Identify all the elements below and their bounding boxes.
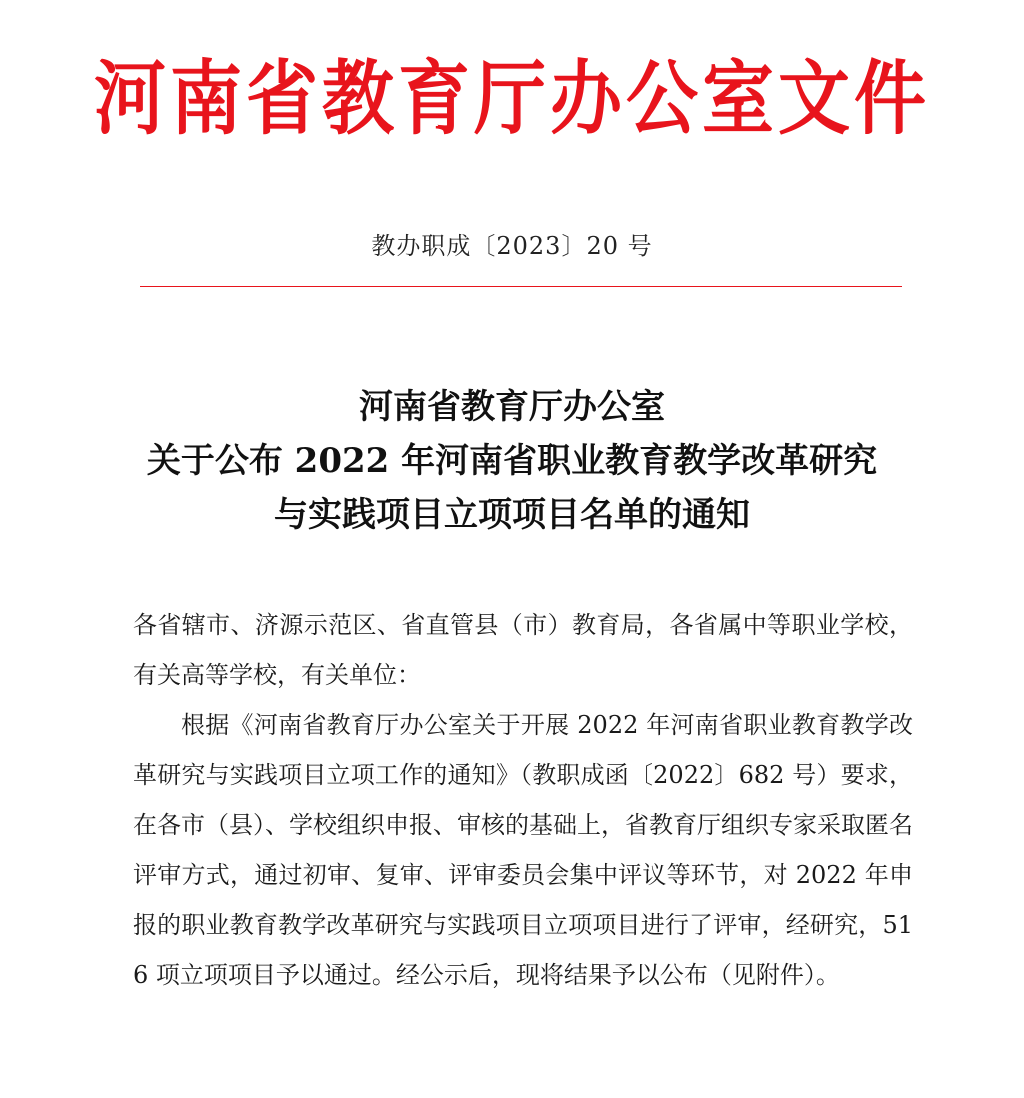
notice-title-line-2: 关于公布 2022 年河南省职业教育教学改革研究 [146,441,878,481]
notice-title-line-3: 与实践项目立项项目名单的通知 [274,495,750,535]
salutation: 各省辖市、济源示范区、省直管县（市）教育局，各省属中等职业学校，有关高等学校，有关单位： [133,611,913,689]
body-paragraph: 根据《河南省教育厅办公室关于开展 2022 年河南省职业教育教学改革研究与实践项目立项工作的通知》（教职成函〔2022〕682 号）要求，在各市（县）、学校组织申报、审核的基础上，省教育厅组织专家采取匿名评审方式，通过初审、复审、评审委员会集中评议等环节，对 2022 年申报的职业教育教学改革研究与实践项目立项项目进行了评审，经研究，516 项立项项目予以通过。经公示后，现将结果予以公布（见附件）。 [133,711,913,989]
notice-body [133,600,913,1000]
notice-title-line-1: 河南省教育厅办公室 [359,387,665,427]
document-number: 教办职成〔2023〕20 号 [371,232,653,260]
notice-title [0,380,1024,542]
red-divider-line [140,286,902,287]
masthead-title: 河南省教育厅办公室文件 [93,51,930,146]
